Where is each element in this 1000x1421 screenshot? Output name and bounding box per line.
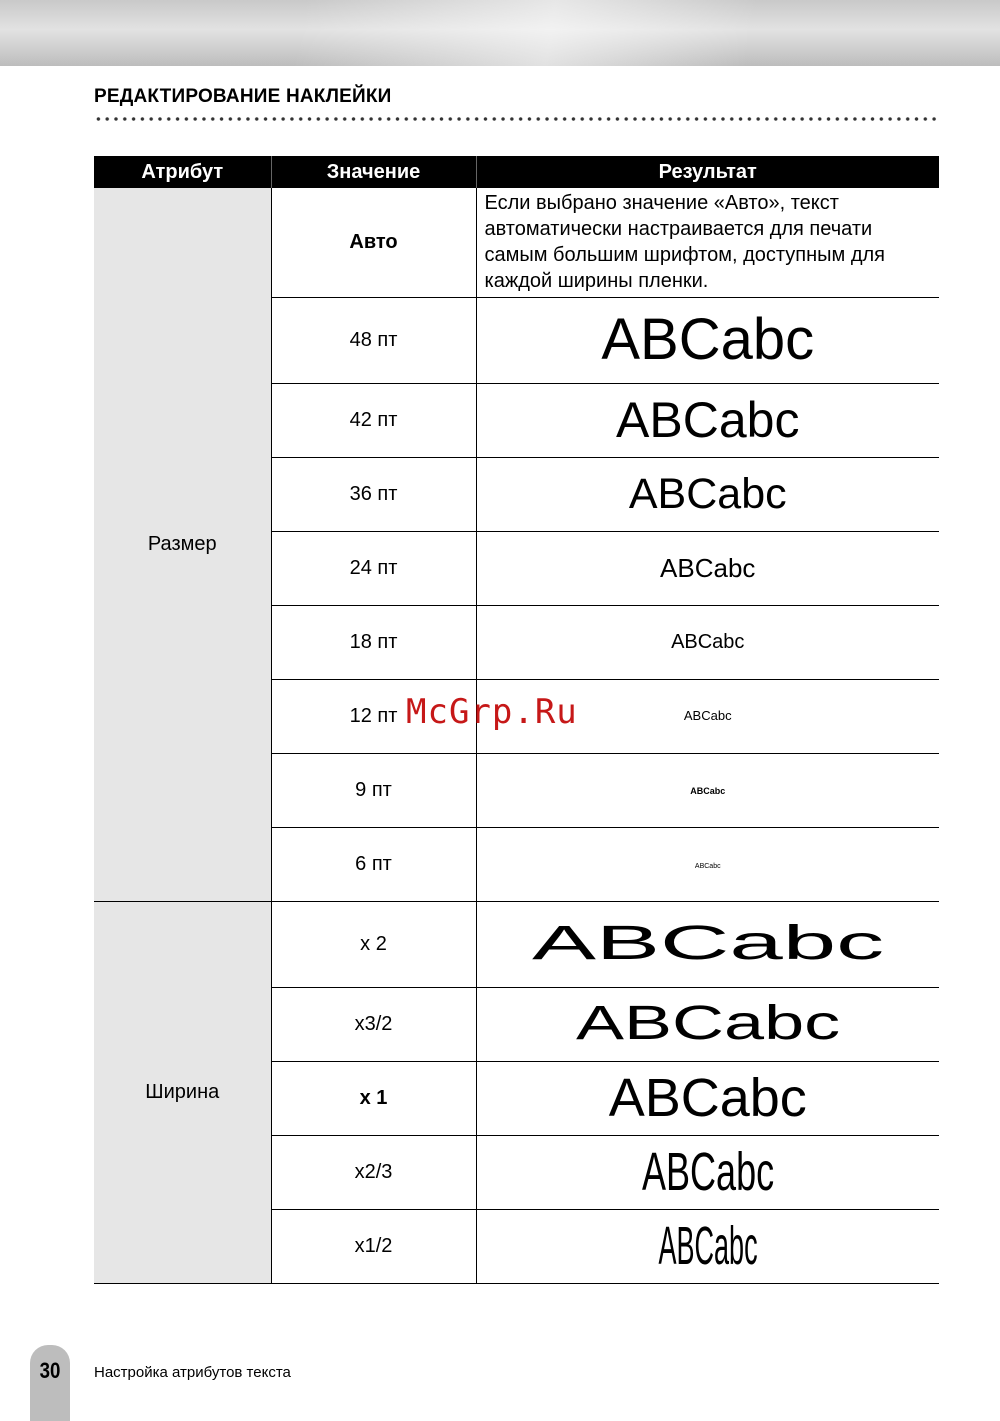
- value-size: 24 пт: [271, 531, 476, 605]
- attribute-size-cell: Размер: [94, 188, 271, 901]
- sample-cell: [476, 457, 939, 531]
- sample-text: ABCabc: [616, 392, 800, 448]
- value-size: 12 пт: [271, 679, 476, 753]
- sample-text: ABCabc: [641, 1142, 774, 1202]
- dotted-divider: [94, 116, 940, 122]
- sample-text: ABCabc: [575, 997, 840, 1050]
- sample-cell: [476, 605, 939, 679]
- value-size: 42 пт: [271, 383, 476, 457]
- page-number: 30: [39, 1358, 61, 1383]
- value-auto: Авто: [271, 188, 476, 297]
- column-header-value: Значение: [271, 156, 476, 188]
- sample-cell: [476, 1135, 939, 1209]
- sample-cell: [476, 531, 939, 605]
- value-size: 18 пт: [271, 605, 476, 679]
- column-header-result: Результат: [476, 156, 939, 188]
- sample-text: ABCabc: [694, 863, 721, 870]
- table-row: [94, 188, 939, 297]
- attribute-width-cell: Ширина: [94, 901, 271, 1283]
- table-header-row: [94, 156, 939, 188]
- sample-text: ABCabc: [660, 552, 756, 583]
- watermark: McGrp.Ru: [406, 692, 578, 732]
- auto-description: Если выбрано значение «Авто», текст автоматически настраивается для печати самым большим шрифтом, доступным для каждой ширины пленки.: [476, 188, 939, 297]
- table-row: [94, 901, 939, 987]
- sample-text: ABCabc: [683, 708, 732, 723]
- column-header-attribute: Атрибут: [94, 156, 271, 188]
- value-size: 6 пт: [271, 827, 476, 901]
- sample-text: ABCabc: [608, 1068, 807, 1128]
- value-size: 48 пт: [271, 297, 476, 383]
- value-width: x 1: [271, 1061, 476, 1135]
- sample-cell: [476, 901, 939, 987]
- sample-text: ABCabc: [601, 307, 815, 372]
- value-size: 9 пт: [271, 753, 476, 827]
- sample-text: ABCabc: [531, 917, 884, 970]
- footer-text: Настройка атрибутов текста: [94, 1364, 291, 1381]
- sample-cell: [476, 753, 939, 827]
- value-width: x1/2: [271, 1209, 476, 1283]
- sample-text: ABCabc: [628, 469, 787, 518]
- sample-cell: [476, 1209, 939, 1283]
- sample-text: ABCabc: [690, 786, 726, 796]
- sample-cell: [476, 297, 939, 383]
- value-width: x3/2: [271, 987, 476, 1061]
- value-width: x 2: [271, 901, 476, 987]
- value-size: 36 пт: [271, 457, 476, 531]
- top-band: [0, 0, 1000, 66]
- sample-cell: [476, 987, 939, 1061]
- sample-cell: [476, 1061, 939, 1135]
- sample-cell: [476, 827, 939, 901]
- value-width: x2/3: [271, 1135, 476, 1209]
- sample-cell: [476, 383, 939, 457]
- section-title: РЕДАКТИРОВАНИЕ НАКЛЕЙКИ: [94, 86, 392, 107]
- sample-text: ABCabc: [671, 630, 745, 653]
- sample-text: ABCabc: [658, 1216, 758, 1276]
